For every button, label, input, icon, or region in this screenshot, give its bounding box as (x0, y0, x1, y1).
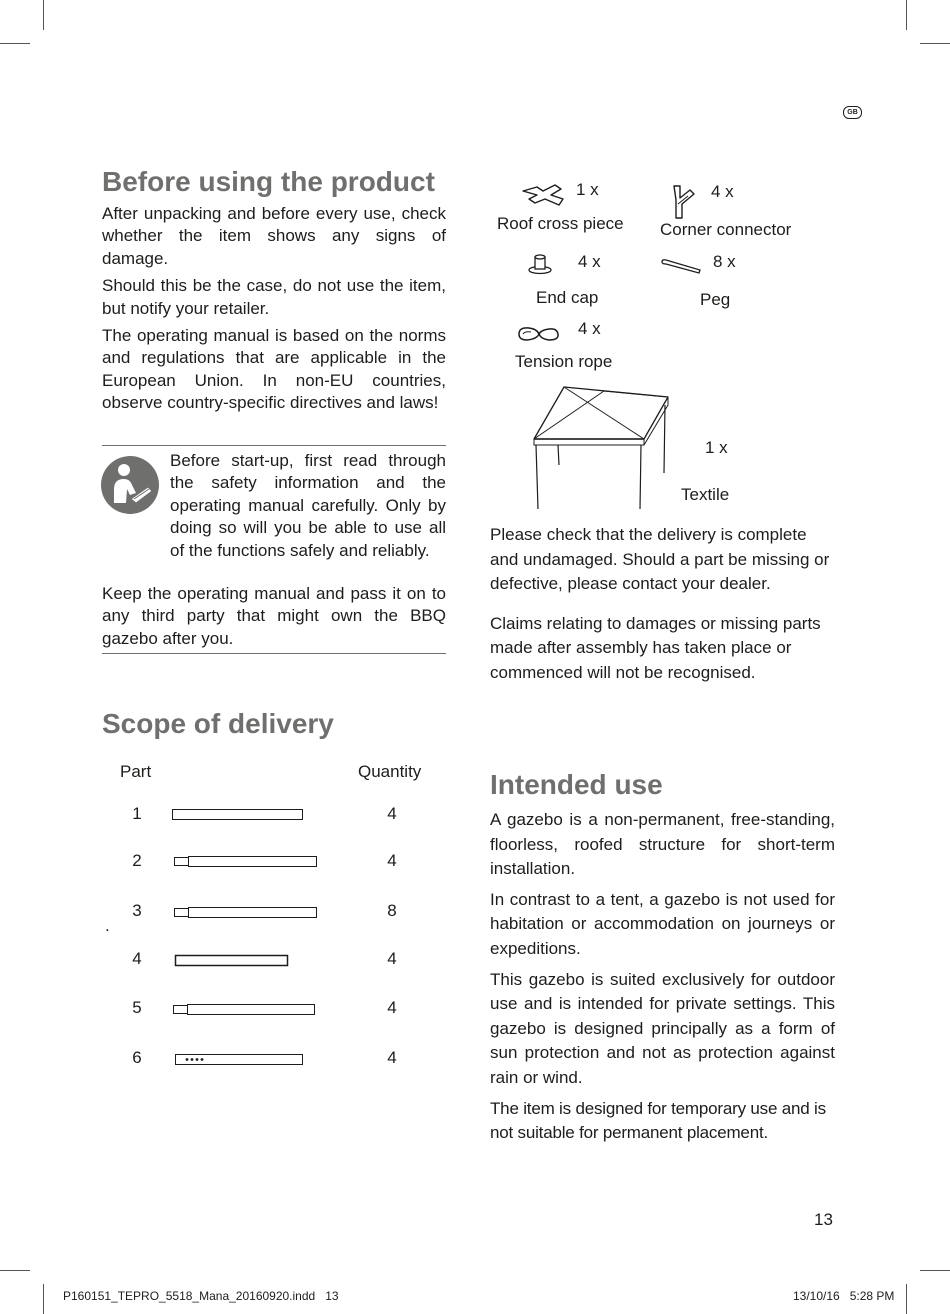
crop-mark (906, 0, 907, 30)
part-quantity: 4 x (578, 319, 601, 338)
footer-file-info: P160151_TEPRO_5518_Mana_20160920.indd 13 (63, 1289, 339, 1303)
part-quantity: 4 (387, 851, 397, 870)
part-quantity: 4 (387, 949, 397, 968)
part-label: Peg (700, 290, 731, 309)
paragraph: A gazebo is a non-permanent, free-standing, floorless, roofed structure for short-term installation. (490, 810, 835, 879)
pole-6-icon (175, 1053, 305, 1071)
divider (102, 445, 446, 446)
column-header-part: Part (120, 762, 152, 781)
part-quantity: 4 (387, 804, 397, 823)
part-number: 6 (132, 1048, 142, 1067)
part-quantity: 4 (387, 998, 397, 1017)
paragraph: The item is designed for temporary use and is not suitable for permanent placement. (490, 1098, 826, 1143)
divider (102, 653, 446, 654)
part-quantity: 4 x (578, 252, 601, 271)
notice-text: Before start-up, first read through the safety information and the operating manual carefully. Only by doing so will you be able to use all of the functions safely and reliably. (170, 451, 446, 560)
column-header-quantity: Quantity (358, 762, 422, 781)
part-label: End cap (536, 288, 599, 307)
part-number: 2 (132, 851, 142, 870)
peg-icon (660, 258, 702, 279)
paragraph: After unpacking and before every use, check whether the item shows any signs of damage. (102, 204, 446, 268)
crop-mark (920, 1270, 950, 1271)
paragraph: Please check that the delivery is complete and undamaged. Should a part be missing or defective, please contact your dealer. (490, 525, 830, 594)
part-number: 3 (132, 901, 142, 920)
crop-mark (43, 1284, 44, 1314)
paragraph: In contrast to a tent, a gazebo is not used for habitation or accommodation on journeys or expeditions. (490, 889, 835, 958)
part-quantity: 8 x (713, 252, 736, 271)
paragraph: The operating manual is based on the norms and regulations that are applicable in the European Union. In non-EU countries, observe country-specific directives and laws! (102, 326, 446, 413)
part-label: Tension rope (515, 352, 613, 371)
paragraph: Should this be the case, do not use the item, but notify your retailer. (102, 276, 446, 318)
tension-rope-icon (515, 324, 561, 349)
part-quantity: 4 (387, 1048, 397, 1067)
part-label: Roof cross piece (497, 214, 624, 233)
crop-mark (43, 0, 44, 30)
paragraph: This gazebo is suited exclusively for outdoor use and is intended for private settings. This gazebo is designed principally as a form of sun protection and not as protection against rain or wind. (490, 969, 835, 1087)
stray-mark: . (105, 916, 110, 935)
paragraph: Claims relating to damages or missing parts made after assembly has taken place or commenced will not be recognised. (490, 613, 821, 682)
part-number: 5 (132, 998, 142, 1017)
part-quantity: 1 x (576, 180, 599, 199)
safety-notice (170, 450, 446, 562)
roof-cross-piece-icon (521, 183, 567, 212)
corner-connector-icon (668, 184, 696, 225)
pole-5-icon (173, 1003, 317, 1021)
before-use-text (102, 203, 446, 415)
footer-timestamp: 13/10/16 5:28 PM (793, 1289, 895, 1303)
part-quantity: 8 (387, 901, 397, 920)
page-number: 13 (814, 1210, 833, 1229)
section-title-scope: Scope of delivery (102, 708, 334, 739)
part-label: Textile (681, 485, 730, 504)
crop-mark (0, 43, 30, 44)
section-title-before-use: Before using the product (102, 166, 435, 197)
end-cap-icon (526, 253, 554, 280)
read-manual-icon (100, 455, 160, 515)
pole-1-icon (172, 808, 304, 826)
delivery-check-text (490, 523, 835, 686)
crop-mark (906, 1284, 907, 1314)
part-number: 1 (132, 804, 142, 823)
intended-use-text (490, 808, 835, 1146)
pole-2-icon (174, 855, 318, 873)
crop-mark (920, 43, 950, 44)
crop-mark (0, 1270, 30, 1271)
section-title-intended-use: Intended use (490, 769, 663, 800)
part-quantity: 1 x (705, 438, 728, 457)
part-number: 4 (132, 949, 142, 968)
gazebo-textile-icon (528, 383, 678, 518)
part-label: Corner connector (660, 220, 792, 239)
part-quantity: 4 x (711, 182, 734, 201)
pole-3-icon (174, 906, 318, 924)
notice-continuation (102, 583, 446, 650)
pole-4-icon (175, 954, 290, 972)
paragraph: Keep the operating manual and pass it on to any third party that might own the BBQ gazebo after you. (102, 584, 446, 648)
country-badge: GB (843, 106, 862, 119)
